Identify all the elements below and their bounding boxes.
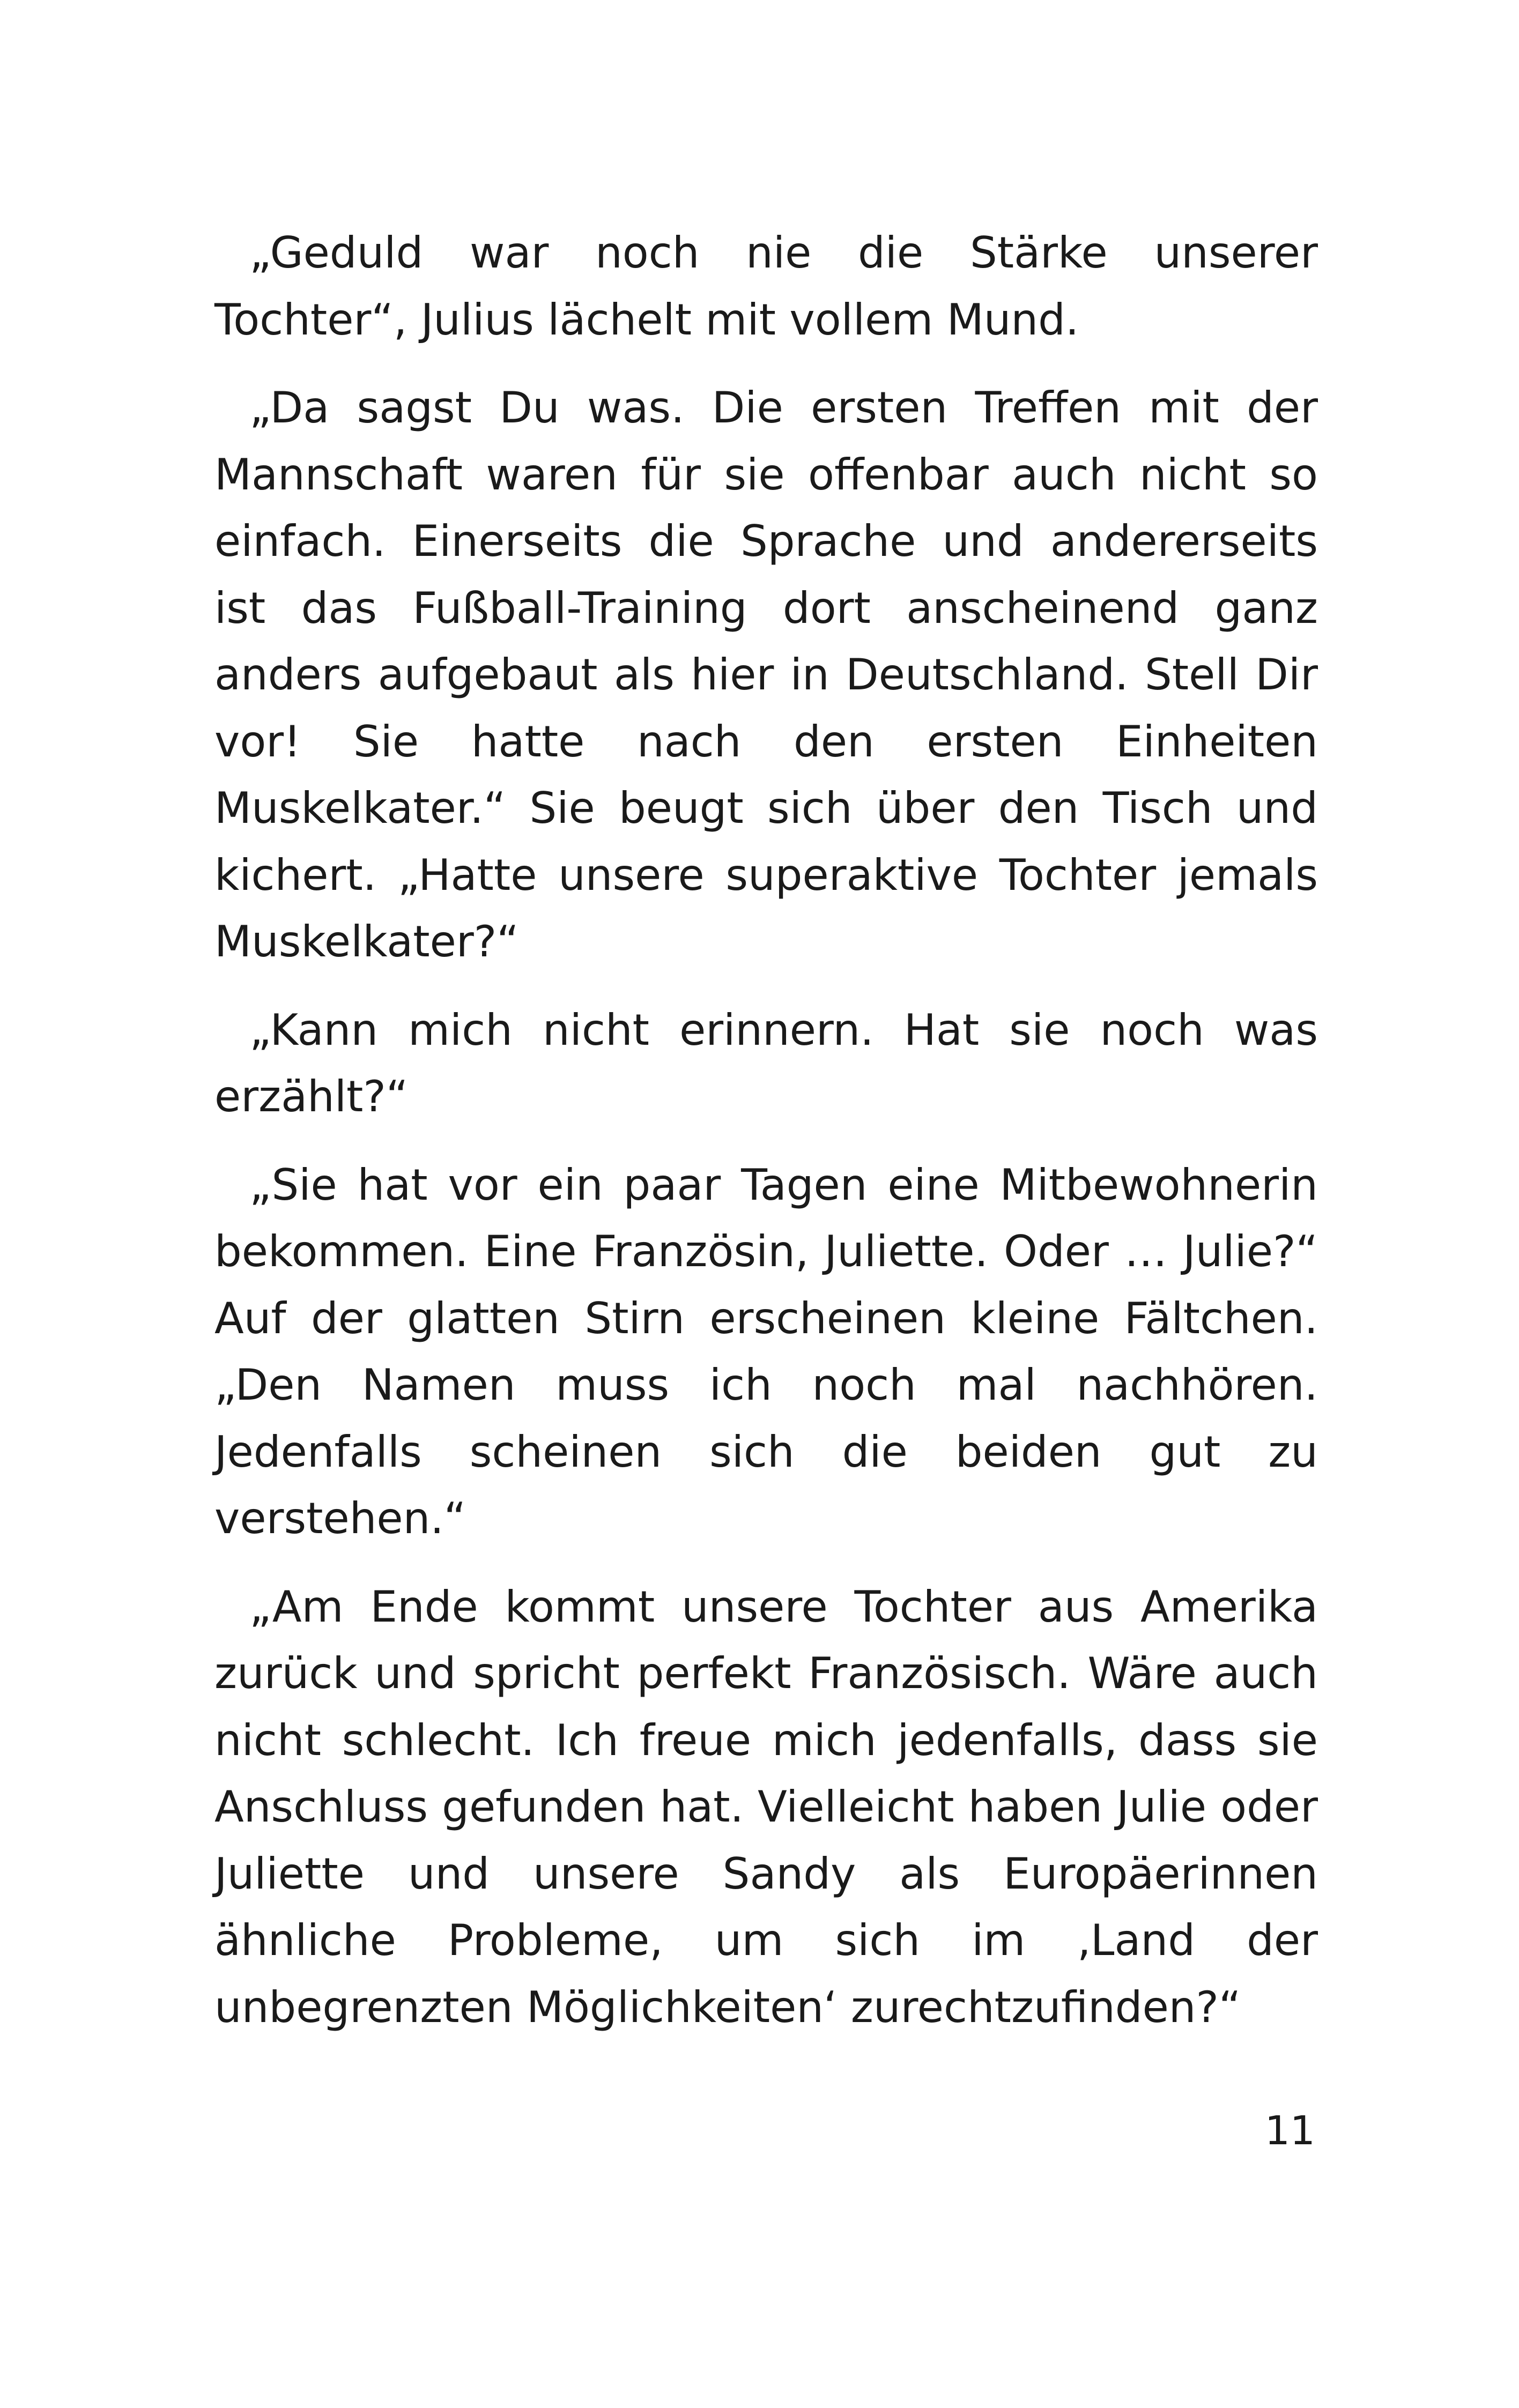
page-body xyxy=(214,220,1318,2062)
paragraph: „Geduld war noch nie die Stärke unserer Tochter“, Julius lächelt mit vollem Mund. xyxy=(214,228,1318,345)
paragraph: „Sie hat vor ein paar Tagen eine Mitbewohnerin bekommen. Eine Französin, Juliette. Oder … Julie?“ Auf der glatten Stirn erscheinen kleine Fältchen. „Den Namen muss ich noch mal nachhören. Jedenfalls scheinen sich die beiden gut zu verstehen.“ xyxy=(214,1160,1318,1543)
paragraph: „Am Ende kommt unsere Tochter aus Amerika zurück und spricht perfekt Französisch. Wäre auch nicht schlecht. Ich freue mich jedenfalls, dass sie Anschluss gefunden hat. Vielleicht haben Julie oder Juliette und unsere Sandy als Europäerinnen ähnliche Probleme, um sich im ‚Land der unbegrenzten Möglichkeiten‘ zurechtzufinden?“ xyxy=(214,1581,1318,2032)
paragraph: „Kann mich nicht erinnern. Hat sie noch was erzählt?“ xyxy=(214,1005,1318,1121)
page-number: 11 xyxy=(1264,2108,1315,2154)
paragraph: „Da sagst Du was. Die ersten Treffen mit der Mannschaft waren für sie offenbar auch nicht so einfach. Einerseits die Sprache und andererseits ist das Fußball-Training dort anscheinend ganz anders aufgebaut als hier in Deutschland. Stell Dir vor! Sie hatte nach den ersten Einheiten Muskelkater.“ Sie beugt sich über den Tisch und kichert. „Hatte unsere superaktive Tochter jemals Muskelkater?“ xyxy=(214,383,1318,967)
